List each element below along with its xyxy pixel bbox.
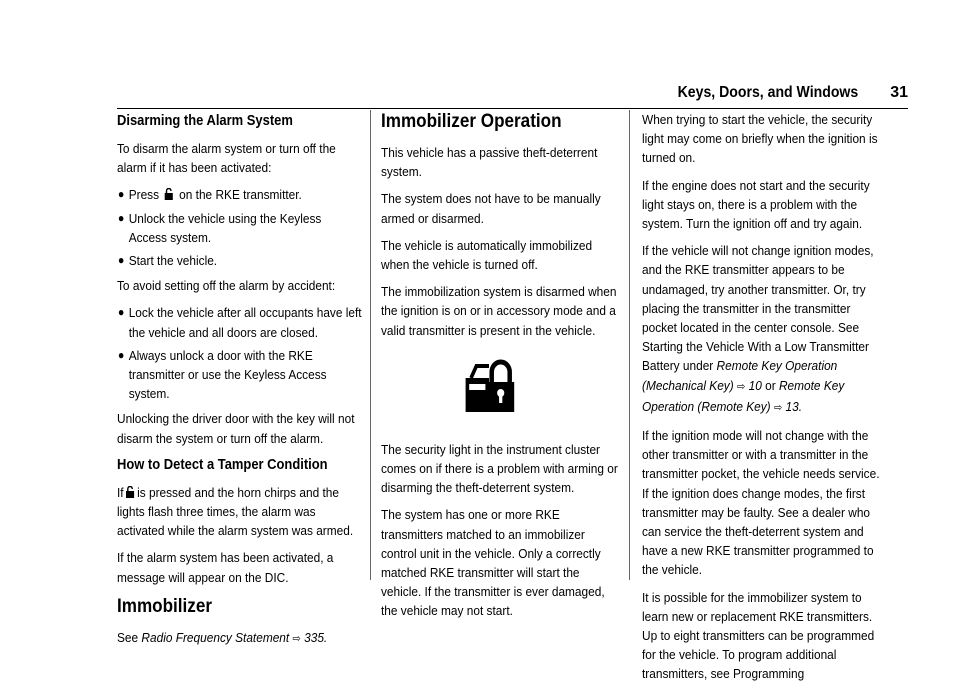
column-2: [381, 110, 621, 629]
list-item: ● Unlock the vehicle using the Keyless Access system.: [117, 210, 322, 245]
xref-link[interactable]: Radio Frequency Statement: [141, 629, 290, 645]
header-rule: [117, 108, 908, 109]
paragraph: The security light in the instrument cluster comes on if there is a problem with arming or disarming the theft-deterrent system.: [381, 441, 618, 496]
paragraph: The immobilization system is disarmed when the ignition is on or in accessory mode and a valid transmitter is present in the vehicle.: [381, 284, 617, 338]
heading-immobilizer-operation: Immobilizer Operation: [381, 111, 562, 132]
page-header: [0, 84, 960, 108]
paragraph: The system does not have to be manually armed or disarmed.: [381, 191, 601, 226]
heading-tamper-condition: How to Detect a Tamper Condition: [117, 456, 328, 473]
paragraph: If the engine does not start and the security light stays on, there is a problem with the system. Turn the ignition off and try again.: [642, 177, 870, 232]
heading-immobilizer: Immobilizer: [117, 595, 213, 617]
list-item: ● Always unlock a door with the RKE transmitter or use the Keyless Access system.: [117, 347, 327, 402]
paragraph: If the vehicle will not change ignition modes, and the RKE transmitter appears to be undamaged, try another transmitter. Or, try placing the transmitter in the transmitter pocket located in the center console. See Starting the Vehicle With a Low Transmitter Battery under Remote Key Operation (Mechanical Key) ⇨ 10 or Remote Key Operation (Remote Key) ⇨ 13.: [642, 243, 874, 414]
column-1: [117, 110, 362, 657]
bullet-icon: ●: [117, 187, 125, 202]
paragraph: To disarm the alarm system or turn off the alarm if it has been activated:: [117, 141, 336, 176]
paragraph: If is pressed and the horn chirps and the lights flash three times, the alarm was activated while the alarm system was armed.: [117, 484, 354, 539]
paragraph: Unlocking the driver door with the key will not disarm the system or turn off the alarm.: [117, 411, 355, 446]
column-divider: [370, 110, 371, 580]
unlock-key-icon: [125, 486, 135, 498]
bullet-icon: ●: [117, 347, 125, 362]
xref-link[interactable]: Remote Key Operation (Mechanical Key): [642, 358, 838, 393]
paragraph: This vehicle has a passive theft-deterrent system.: [381, 145, 598, 180]
list-item: ● Lock the vehicle after all occupants have left the vehicle and all doors are closed.: [117, 305, 362, 340]
bullet-icon: ●: [117, 305, 125, 320]
page-number: 31: [890, 84, 908, 101]
bullet-list: [117, 303, 362, 403]
paragraph: The vehicle is automatically immobilized when the vehicle is turned off.: [381, 237, 593, 273]
paragraph: The system has one or more RKE transmitters matched to an immobilizer control unit in the vehicle. Only a correctly matched RKE transmitter will start the vehicle. If the transmitter is ever damaged, the vehicle may not start.: [381, 507, 605, 619]
paragraph: To avoid setting off the alarm by accident:: [117, 278, 336, 294]
bullet-icon: ●: [117, 253, 125, 268]
bullet-list: [117, 185, 362, 270]
xref-link[interactable]: Remote Key Operation (Remote Key): [642, 377, 845, 414]
xref-arrow-icon: ⇨: [773, 401, 783, 414]
xref-arrow-icon: ⇨: [292, 632, 301, 645]
section-title: Keys, Doors, and Windows: [677, 84, 858, 101]
unlock-key-icon: [164, 188, 174, 200]
paragraph: If the alarm system has been activated, a message will appear on the DIC.: [117, 550, 334, 585]
security-light-icon: [460, 356, 519, 414]
paragraph: When trying to start the vehicle, the security light may come on briefly when the ignition is turned on.: [642, 112, 878, 166]
column-3: [642, 110, 882, 692]
paragraph: It is possible for the immobilizer system to learn new or replacement RKE transmitters. Up to eight transmitters can be programmed for the vehicle. To program additional transmitters, see Programming: [642, 589, 875, 682]
column-divider: [629, 110, 630, 580]
bullet-icon: ●: [117, 210, 125, 225]
cross-reference: See Radio Frequency Statement ⇨ 335.: [117, 629, 328, 645]
xref-arrow-icon: ⇨: [736, 380, 746, 393]
heading-disarming-alarm: Disarming the Alarm System: [117, 113, 293, 129]
paragraph: If the ignition mode will not change with the other transmitter or with a transmitter in the transmitter pocket, the vehicle needs service. If the ignition does change modes, the first transmitter may be faulty. See a dealer who can service the theft-deterrent system and have a new RKE transmitter programmed to the vehicle.: [642, 428, 880, 578]
list-item: ● Start the vehicle.: [117, 251, 362, 270]
list-item: ● Press on the RKE transmitter.: [117, 185, 362, 204]
